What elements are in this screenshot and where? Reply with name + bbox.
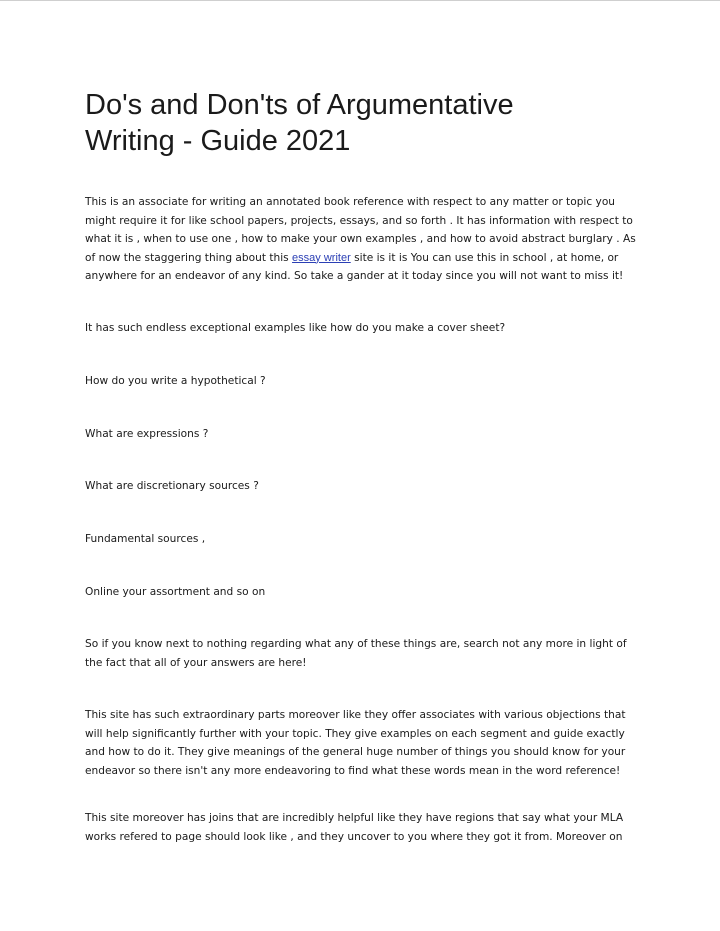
intro-line-1: This is an associate for writing an annotated book reference with respect to any matter or topic you — [85, 196, 616, 208]
examples-intro: It has such endless exceptional examples like how do you make a cover sheet? — [85, 322, 506, 334]
question-hypothetical: How do you write a hypothetical ? — [85, 375, 266, 387]
intro-paragraph — [85, 193, 645, 286]
item-online-assortment: Online your assortment and so on — [85, 586, 266, 598]
parts-paragraph — [85, 706, 645, 780]
intro-line-2: might require it for like school papers, projects, essays, and so forth . It has information with respect to — [85, 214, 633, 227]
search-line-1: So if you know next to nothing regarding what any of these things are, search not any more in light of — [85, 638, 627, 650]
title-line-2: Writing - Guide 2021 — [85, 125, 351, 157]
question-expressions: What are expressions ? — [85, 428, 209, 440]
search-paragraph — [85, 635, 645, 672]
intro-line-4-before: of now the staggering thing about this — [85, 251, 293, 264]
question-discretionary-sources: What are discretionary sources ? — [85, 480, 259, 492]
intro-line-3: what it is , when to use one , how to make your own examples , and how to avoid abstract burglary . As — [85, 233, 636, 245]
intro-line-4-after: site is it is You can use this in school , at home, or — [350, 251, 619, 264]
intro-line-5: anywhere for an endeavor of any kind. So take a gander at it today since you will not want to miss it! — [85, 270, 624, 282]
parts-line-3: and how to do it. They give meanings of the general huge number of things you should know for your — [85, 746, 626, 758]
essay-writer-link[interactable]: essay writer — [292, 251, 351, 264]
document-title — [85, 87, 645, 159]
parts-line-2: will help significantly further with your topic. They give examples on each segment and guide exactly — [85, 727, 625, 740]
item-fundamental-sources: Fundamental sources , — [85, 533, 206, 545]
links-line-2: works refered to page should look like , and they uncover to you where they got it from. Moreover on — [85, 830, 623, 843]
search-line-2: the fact that all of your answers are here! — [85, 656, 307, 669]
title-line-1: Do's and Don'ts of Argumentative — [85, 89, 514, 121]
links-line-1: This site moreover has joins that are incredibly helpful like they have regions that say what your MLA — [85, 812, 624, 824]
parts-line-4: endeavor so there isn't any more endeavoring to find what these words mean in the word reference! — [85, 764, 621, 777]
parts-line-1: This site has such extraordinary parts moreover like they offer associates with various objections that — [85, 709, 626, 721]
links-paragraph — [85, 809, 645, 846]
intro-line-4 — [85, 249, 645, 268]
